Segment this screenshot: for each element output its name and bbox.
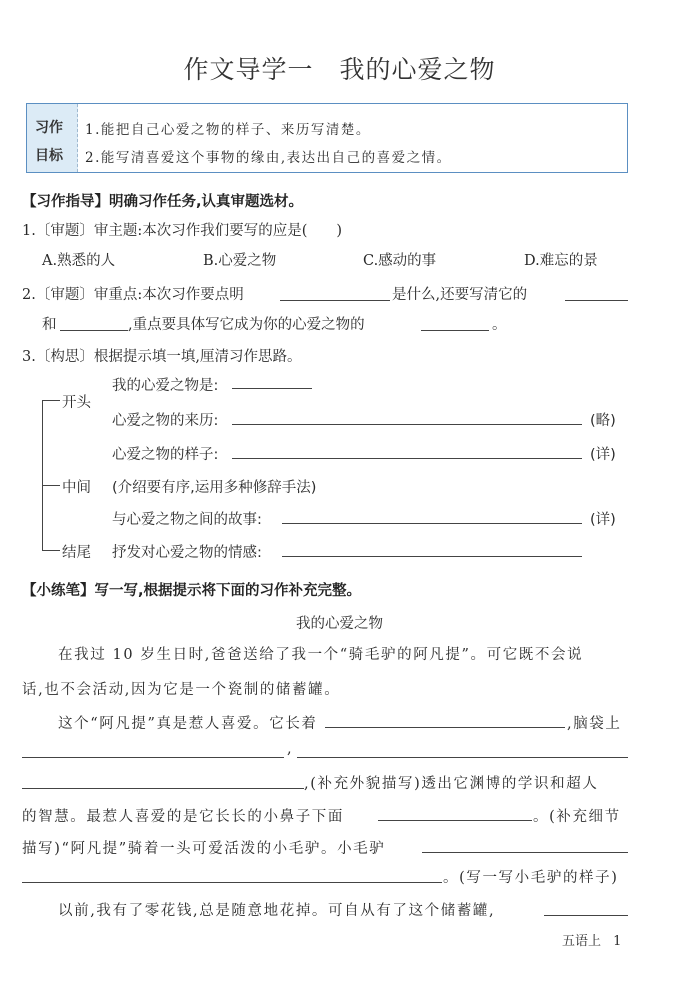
essay-blank-8[interactable] [544, 915, 628, 916]
outline-blank-story[interactable] [282, 523, 582, 524]
outline-bracket [42, 400, 43, 550]
essay-blank-2[interactable] [22, 757, 284, 758]
outline-blank-feeling[interactable] [282, 556, 582, 557]
essay-p2-line1-a: 这个“阿凡提”真是惹人喜爱。它长着 [58, 716, 318, 732]
q1-text: 1.〔审题〕审主题:本次习作我们要写的应是( ) [22, 223, 343, 239]
q2-line2-c: 。 [492, 317, 507, 333]
goal-item-1: 1.能把自己心爱之物的样子、来历写清楚。 [85, 122, 371, 138]
q1-option-d[interactable]: D.难忘的景 [524, 253, 598, 269]
outline-row-item: 我的心爱之物是: [112, 378, 219, 394]
essay-blank-6[interactable] [422, 852, 628, 853]
essay-p2-line4-b: 。(补充细节 [533, 809, 621, 825]
essay-p2-line3: ,(补充外貌描写)透出它渊博的学识和超人 [304, 776, 599, 792]
footer-page-number: 1 [613, 934, 622, 949]
q3-text: 3.〔构思〕根据提示填一填,厘清习作思路。 [22, 349, 302, 365]
practice-heading: 【小练笔】写一写,根据提示将下面的习作补充完整。 [22, 583, 362, 599]
title-part1: 作文导学一 [183, 55, 314, 84]
q2-line2-a: 和 [42, 317, 57, 333]
outline-row-looks: 心爱之物的样子: [112, 447, 219, 463]
essay-blank-4[interactable] [22, 788, 304, 789]
page-footer [562, 930, 621, 949]
bracket-tick-middle [42, 485, 60, 486]
branch-middle: 中间 [62, 480, 91, 496]
essay-title: 我的心爱之物 [296, 616, 383, 632]
q2-blank-2[interactable] [565, 300, 628, 301]
outline-blank-origin[interactable] [232, 424, 582, 425]
essay-p2-line6: 。(写一写小毛驴的样子) [443, 870, 619, 886]
essay-p1-line2: 话,也不会活动,因为它是一个瓷制的储蓄罐。 [22, 682, 341, 698]
outline-row-feeling: 抒发对心爱之物的情感: [112, 545, 262, 561]
essay-p2-line4-a: 的智慧。最惹人喜爱的是它长长的小鼻子下面 [22, 809, 344, 825]
goals-label-line2: 目标 [35, 148, 63, 164]
q2-line2-b: ,重点要具体写它成为你的心爱之物的 [128, 317, 365, 333]
essay-p3-line1: 以前,我有了零花钱,总是随意地花掉。可自从有了这个储蓄罐, [58, 903, 496, 919]
q1-option-c[interactable]: C.感动的事 [363, 253, 437, 269]
bracket-tick-start [42, 400, 60, 401]
guide-heading: 【习作指导】明确习作任务,认真审题选材。 [22, 194, 304, 210]
bracket-tick-end [42, 550, 60, 551]
essay-p1-line1: 在我过 10 岁生日时,爸爸送给了我一个“骑毛驴的阿凡提”。可它既不会说 [58, 647, 584, 663]
essay-blank-7[interactable] [22, 882, 442, 883]
q2-blank-4[interactable] [421, 330, 489, 331]
q2-line1-a: 2.〔审题〕审重点:本次习作要点明 [22, 287, 244, 303]
outline-row-origin: 心爱之物的来历: [112, 413, 219, 429]
footer-book: 五语上 [562, 934, 602, 949]
essay-blank-5[interactable] [378, 820, 532, 821]
outline-note-story: (详) [590, 512, 616, 528]
outline-note-looks: (详) [590, 447, 616, 463]
q1-option-b[interactable]: B.心爱之物 [203, 253, 277, 269]
goals-label-line1: 习作 [35, 120, 63, 136]
branch-end: 结尾 [62, 545, 91, 561]
q2-blank-1[interactable] [280, 300, 390, 301]
q1-option-a[interactable]: A.熟悉的人 [42, 253, 116, 269]
essay-p2-line5: 描写)“阿凡提”骑着一头可爱活泼的小毛驴。小毛驴 [22, 841, 386, 857]
writing-goals-box [26, 103, 628, 173]
goal-item-2: 2.能写清喜爱这个事物的缘由,表达出自己的喜爱之情。 [85, 150, 452, 166]
essay-p2-comma: , [287, 741, 294, 757]
outline-row-story: 与心爱之物之间的故事: [112, 512, 262, 528]
q2-blank-3[interactable] [60, 330, 128, 331]
branch-start: 开头 [62, 395, 91, 411]
title-part2: 我的心爱之物 [339, 55, 496, 84]
essay-blank-3[interactable] [297, 757, 628, 758]
outline-blank-item[interactable] [232, 388, 312, 389]
outline-note-origin: (略) [590, 413, 616, 429]
outline-blank-looks[interactable] [232, 458, 582, 459]
goals-label [27, 104, 78, 172]
outline-hint: (介绍要有序,运用多种修辞手法) [112, 480, 317, 496]
essay-p2-line1-b: ,脑袋上 [567, 716, 622, 732]
page-title [0, 50, 679, 86]
q2-line1-b: 是什么,还要写清它的 [392, 287, 528, 303]
essay-blank-1[interactable] [325, 727, 565, 728]
